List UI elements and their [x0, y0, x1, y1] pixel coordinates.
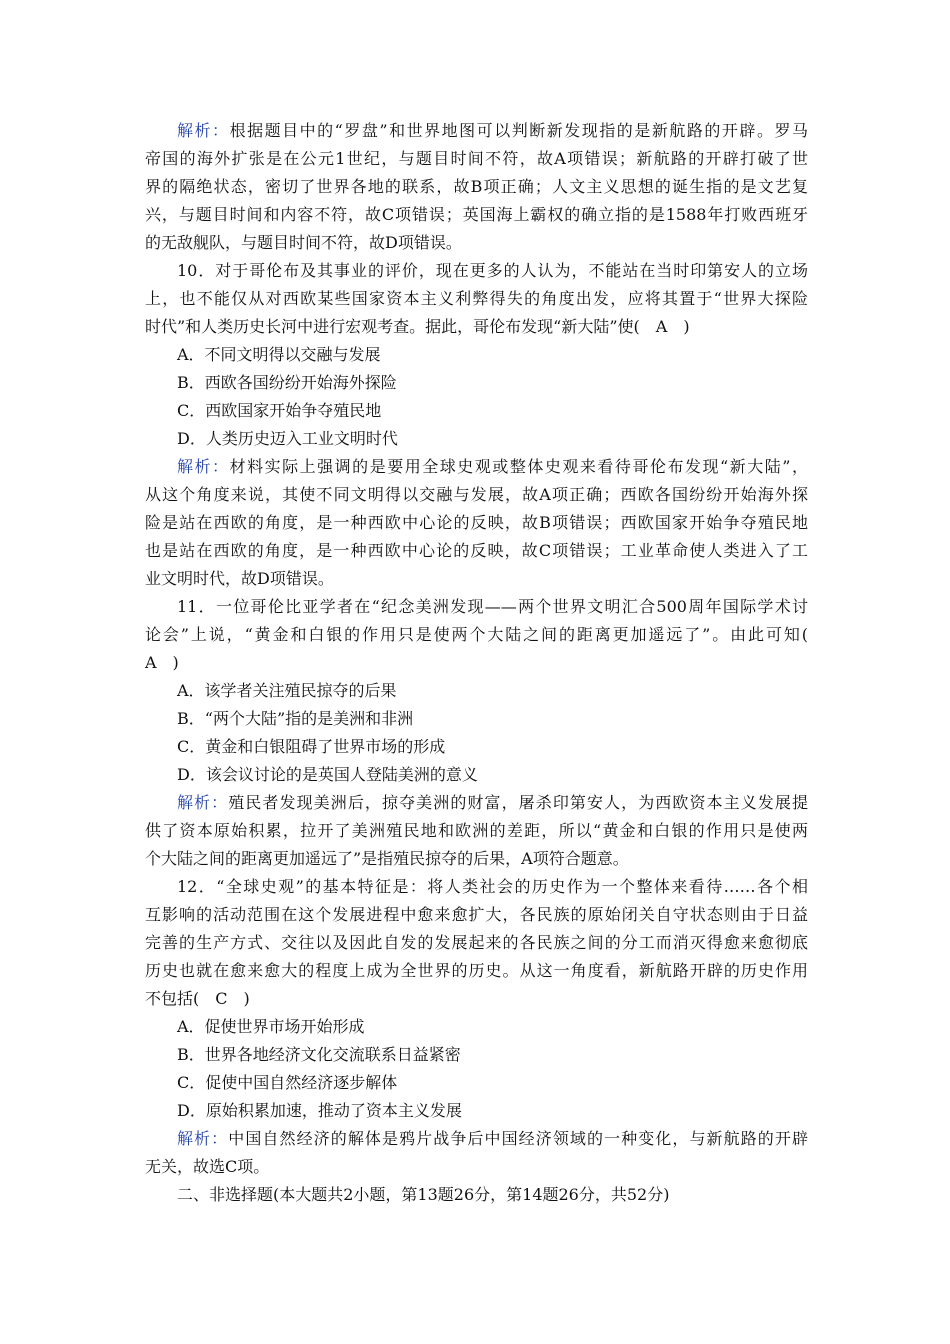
q9-analysis-line: 帝国的海外扩张是在公元1世纪，与题目时间不符，故A项错误；新航路的开辟打破了世 [145, 149, 808, 168]
q10-analysis-line: 业文明时代，故D项错误。 [145, 569, 334, 588]
q12-stem-line: 不包括( C ) [145, 989, 250, 1008]
q10-analysis-line: 险是站在西欧的角度，是一种西欧中心论的反映，故B项错误；西欧国家开始争夺殖民地 [145, 513, 808, 532]
q12-stem-line: 历史也就在愈来愈大的程度上成为全世界的历史。从这一角度看，新航路开辟的历史作用 [145, 961, 808, 980]
q10-option-c: C．西欧国家开始争夺殖民地 [177, 401, 382, 420]
document-body [145, 117, 808, 1209]
q11-stem-line: 论会”上说，“黄金和白银的作用只是使两个大陆之间的距离更加遥远了”。由此可知( [145, 625, 808, 644]
q12-stem-line: 完善的生产方式、交往以及因此自发的发展起来的各民族之间的分工而消灭得愈来愈彻底 [145, 933, 808, 952]
q10-analysis-line: 从这个角度来说，其使不同文明得以交融与发展，故A项正确；西欧各国纷纷开始海外探 [145, 485, 808, 504]
q11-option-c: C．黄金和白银阻碍了世界市场的形成 [177, 737, 446, 756]
q10-option-d: D．人类历史迈入工业文明时代 [177, 429, 398, 448]
analysis-label: 解析： [177, 1129, 229, 1148]
section-heading: 二、非选择题(本大题共2小题，第13题26分，第14题26分，共52分) [177, 1185, 670, 1204]
q11-option-d: D．该会议讨论的是英国人登陆美洲的意义 [177, 765, 478, 784]
analysis-label: 解析： [177, 121, 230, 140]
q12-option-d: D．原始积累加速，推动了资本主义发展 [177, 1101, 462, 1120]
q12-option-c: C．促使中国自然经济逐步解体 [177, 1073, 398, 1092]
q10-option-a: A．不同文明得以交融与发展 [177, 345, 381, 364]
q10-option-b: B．西欧各国纷纷开始海外探险 [177, 373, 397, 392]
q12-stem-line: 互影响的活动范围在这个发展进程中愈来愈扩大，各民族的原始闭关自守状态则由于日益 [145, 905, 808, 924]
q9-analysis-line: 的无敌舰队，与题目时间不符，故D项错误。 [145, 233, 462, 252]
q10-analysis-line: 也是站在西欧的角度，是一种西欧中心论的反映，故C项错误；工业革命使人类进入了工 [145, 541, 808, 560]
q11-stem-line: 11．一位哥伦比亚学者在“纪念美洲发现——两个世界文明汇合500周年国际学术讨 [177, 597, 808, 616]
q11-option-a: A．该学者关注殖民掠夺的后果 [177, 681, 397, 700]
q12-stem-line: 12．“全球史观”的基本特征是：将人类社会的历史作为一个整体来看待……各个相 [177, 877, 808, 896]
q11-analysis-line: 个大陆之间的距离更加遥远了”是指殖民掠夺的后果，A项符合题意。 [145, 849, 629, 868]
q12-option-a: A．促使世界市场开始形成 [177, 1017, 365, 1036]
q9-analysis-line: 解析：根据题目中的“罗盘”和世界地图可以判断新发现指的是新航路的开辟。罗马 [177, 121, 808, 140]
q10-stem-line: 10．对于哥伦布及其事业的评价，现在更多的人认为，不能站在当时印第安人的立场 [177, 261, 808, 280]
q11-option-b: B．“两个大陆”指的是美洲和非洲 [177, 709, 414, 728]
q12-analysis-line: 解析：中国自然经济的解体是鸦片战争后中国经济领域的一种变化，与新航路的开辟 [177, 1129, 808, 1148]
q12-analysis-line: 无关，故选C项。 [145, 1157, 270, 1176]
q10-stem-line: 时代”和人类历史长河中进行宏观考查。据此，哥伦布发现“新大陆”使( A ) [145, 317, 690, 336]
q9-analysis-line: 兴，与题目时间和内容不符，故C项错误；英国海上霸权的确立指的是1588年打败西班牙 [145, 205, 808, 224]
q11-analysis-line: 解析：殖民者发现美洲后，掠夺美洲的财富，屠杀印第安人，为西欧资本主义发展提 [177, 793, 808, 812]
q11-analysis-line: 供了资本原始积累，拉开了美洲殖民地和欧洲的差距，所以“黄金和白银的作用只是使两 [145, 821, 808, 840]
analysis-label: 解析： [177, 457, 230, 476]
q12-option-b: B．世界各地经济文化交流联系日益紧密 [177, 1045, 461, 1064]
analysis-label: 解析： [177, 793, 229, 812]
q10-stem-line: 上，也不能仅从对西欧某些国家资本主义利弊得失的角度出发，应将其置于“世界大探险 [145, 289, 808, 308]
q11-stem-line: A ) [145, 653, 179, 672]
q10-analysis-line: 解析：材料实际上强调的是要用全球史观或整体史观来看待哥伦布发现“新大陆”， [177, 457, 808, 476]
q9-analysis-line: 界的隔绝状态，密切了世界各地的联系，故B项正确；人文主义思想的诞生指的是文艺复 [145, 177, 808, 196]
